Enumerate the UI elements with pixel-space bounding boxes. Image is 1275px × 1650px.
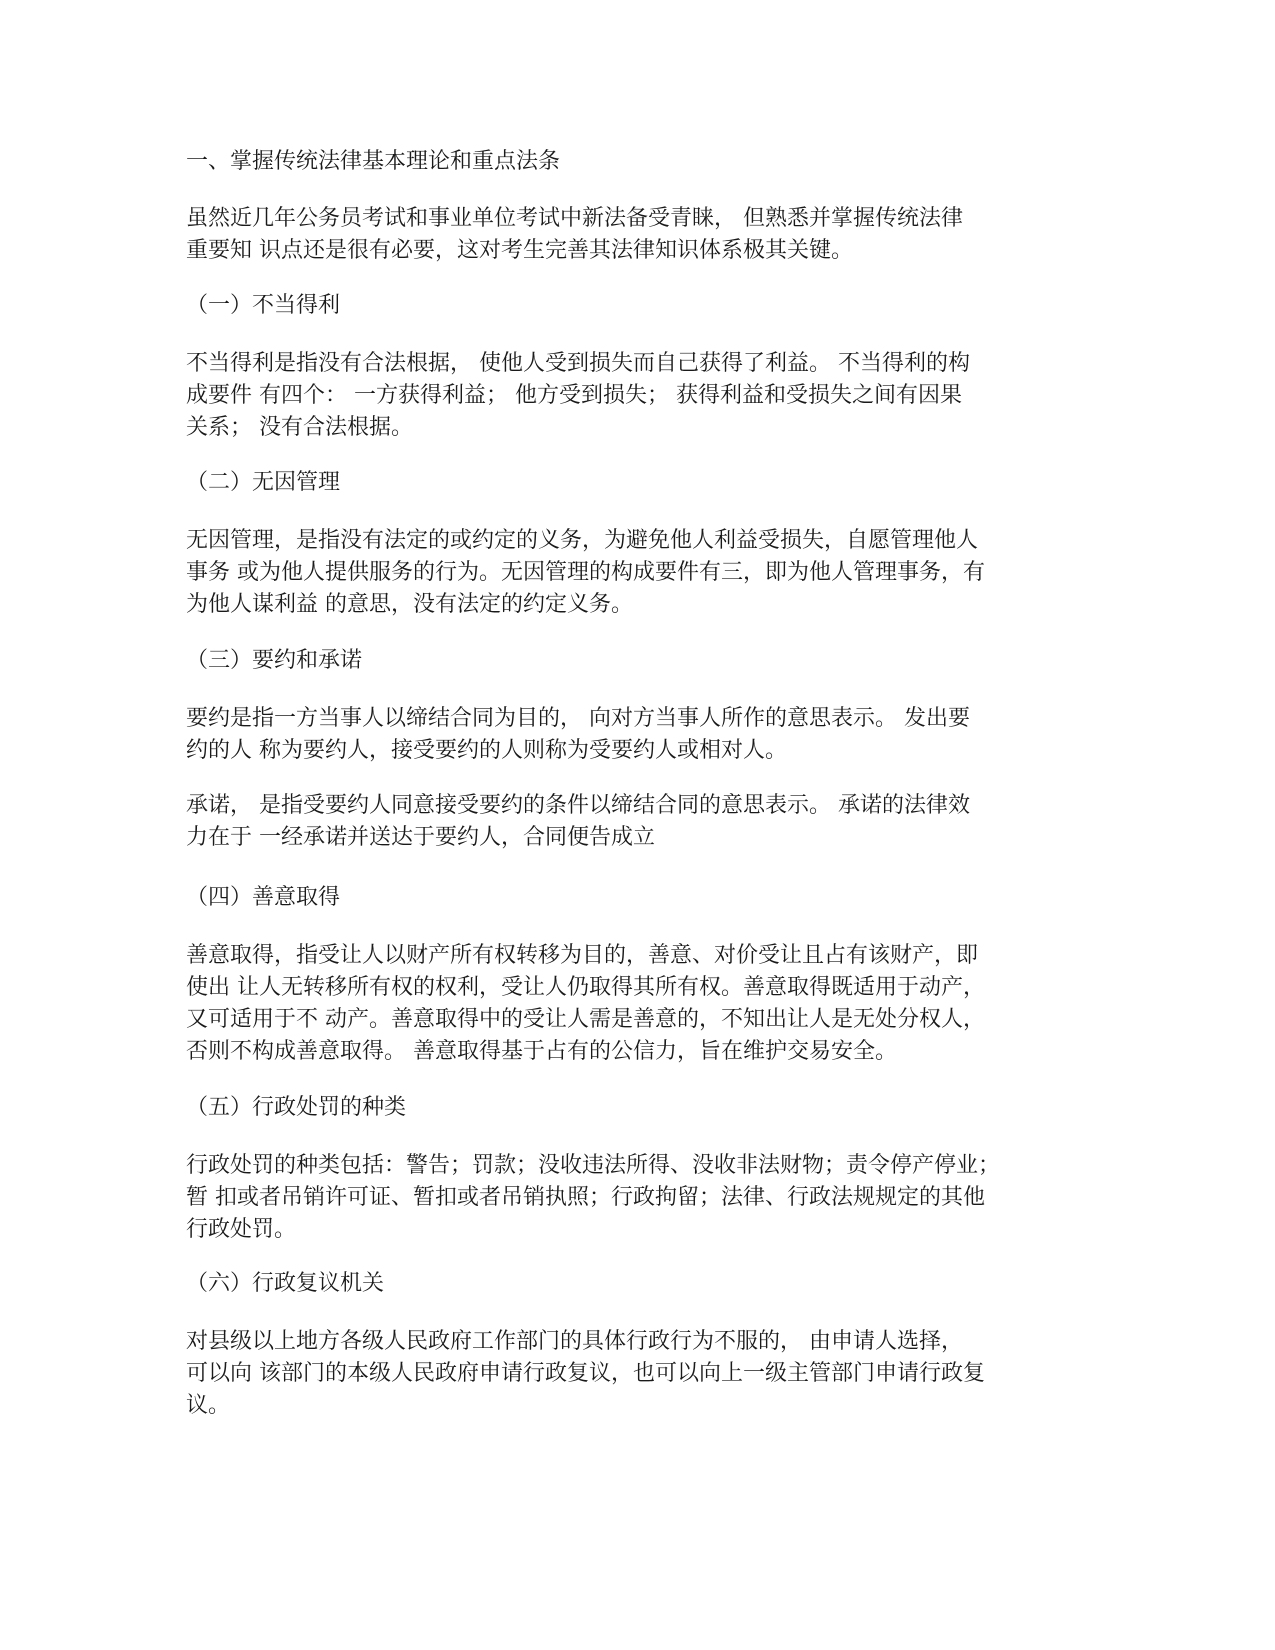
heading-line: （六）行政复议机关 — [186, 1271, 385, 1296]
paragraph-line: 成要件 有四个： 一方获得利益； 他方受到损失； 获得利益和受损失之间有因果 — [186, 383, 962, 408]
section-heading-4 — [186, 882, 1086, 914]
section-6-paragraph-1 — [186, 1326, 1086, 1422]
document-title — [186, 146, 1086, 178]
heading-line: （一）不当得利 — [186, 293, 341, 318]
section-4-paragraph-1 — [186, 940, 1086, 1068]
paragraph-line: 议。 — [186, 1393, 231, 1418]
paragraph-line: 要约是指一方当事人以缔结合同为目的， 向对方当事人所作的意思表示。 发出要 — [186, 706, 970, 731]
section-heading-3 — [186, 645, 1086, 677]
paragraph-line: 暂 扣或者吊销许可证、暂扣或者吊销执照；行政拘留；法律、行政法规规定的其他 — [186, 1185, 985, 1210]
paragraph-line: 对县级以上地方各级人民政府工作部门的具体行政行为不服的， 由申请人选择， — [186, 1329, 963, 1354]
section-3-paragraph-2 — [186, 790, 1086, 854]
paragraph-line: 可以向 该部门的本级人民政府申请行政复议，也可以向上一级主管部门申请行政复 — [186, 1361, 985, 1386]
paragraph-line: 事务 或为他人提供服务的行为。无因管理的构成要件有三，即为他人管理事务，有 — [186, 560, 985, 585]
section-3-paragraph-1 — [186, 703, 1086, 767]
section-2-paragraph-1 — [186, 525, 1086, 621]
intro-paragraph — [186, 203, 1086, 267]
heading-line: （四）善意取得 — [186, 885, 341, 910]
paragraph-line: 为他人谋利益 的意思，没有法定的约定义务。 — [186, 592, 633, 617]
section-heading-1 — [186, 290, 1086, 322]
paragraph-line: 否则不构成善意取得。 善意取得基于占有的公信力，旨在维护交易安全。 — [186, 1039, 897, 1064]
section-heading-2 — [186, 467, 1086, 499]
section-heading-5 — [186, 1092, 1086, 1124]
paragraph-line: 又可适用于不 动产。善意取得中的受让人需是善意的，不知出让人是无处分权人， — [186, 1007, 985, 1032]
paragraph-line: 无因管理，是指没有法定的或约定的义务，为避免他人利益受损失，自愿管理他人 — [186, 528, 979, 553]
paragraph-line: 关系； 没有合法根据。 — [186, 415, 413, 440]
paragraph-line: 不当得利是指没有合法根据， 使他人受到损失而自己获得了利益。 不当得利的构 — [186, 351, 970, 376]
heading-line: （三）要约和承诺 — [186, 648, 363, 673]
paragraph-line: 行政处罚的种类包括：警告；罚款；没收违法所得、没收非法财物；责令停产停业； — [186, 1153, 1001, 1178]
heading-line: （五）行政处罚的种类 — [186, 1095, 407, 1120]
paragraph-line: 约的人 称为要约人，接受要约的人则称为受要约人或相对人。 — [186, 738, 787, 763]
paragraph-line: 重要知 识点还是很有必要，这对考生完善其法律知识体系极其关键。 — [186, 238, 853, 263]
section-5-paragraph-1 — [186, 1150, 1086, 1246]
paragraph-line: 行政处罚。 — [186, 1217, 297, 1242]
section-heading-6 — [186, 1268, 1086, 1300]
paragraph-line: 承诺， 是指受要约人同意接受要约的条件以缔结合同的意思表示。 承诺的法律效 — [186, 793, 970, 818]
heading-line: （二）无因管理 — [186, 470, 341, 495]
paragraph-line: 使出 让人无转移所有权的权利，受让人仍取得其所有权。善意取得既适用于动产， — [186, 975, 985, 1000]
section-1-paragraph-1 — [186, 348, 1086, 444]
paragraph-line: 善意取得，指受让人以财产所有权转移为目的，善意、对价受让且占有该财产，即 — [186, 943, 979, 968]
paragraph-line: 虽然近几年公务员考试和事业单位考试中新法备受青睐， 但熟悉并掌握传统法律 — [186, 206, 963, 231]
paragraph-line: 力在于 一经承诺并送达于要约人，合同便告成立 — [186, 825, 655, 850]
title-line: 一、掌握传统法律基本理论和重点法条 — [186, 149, 561, 174]
